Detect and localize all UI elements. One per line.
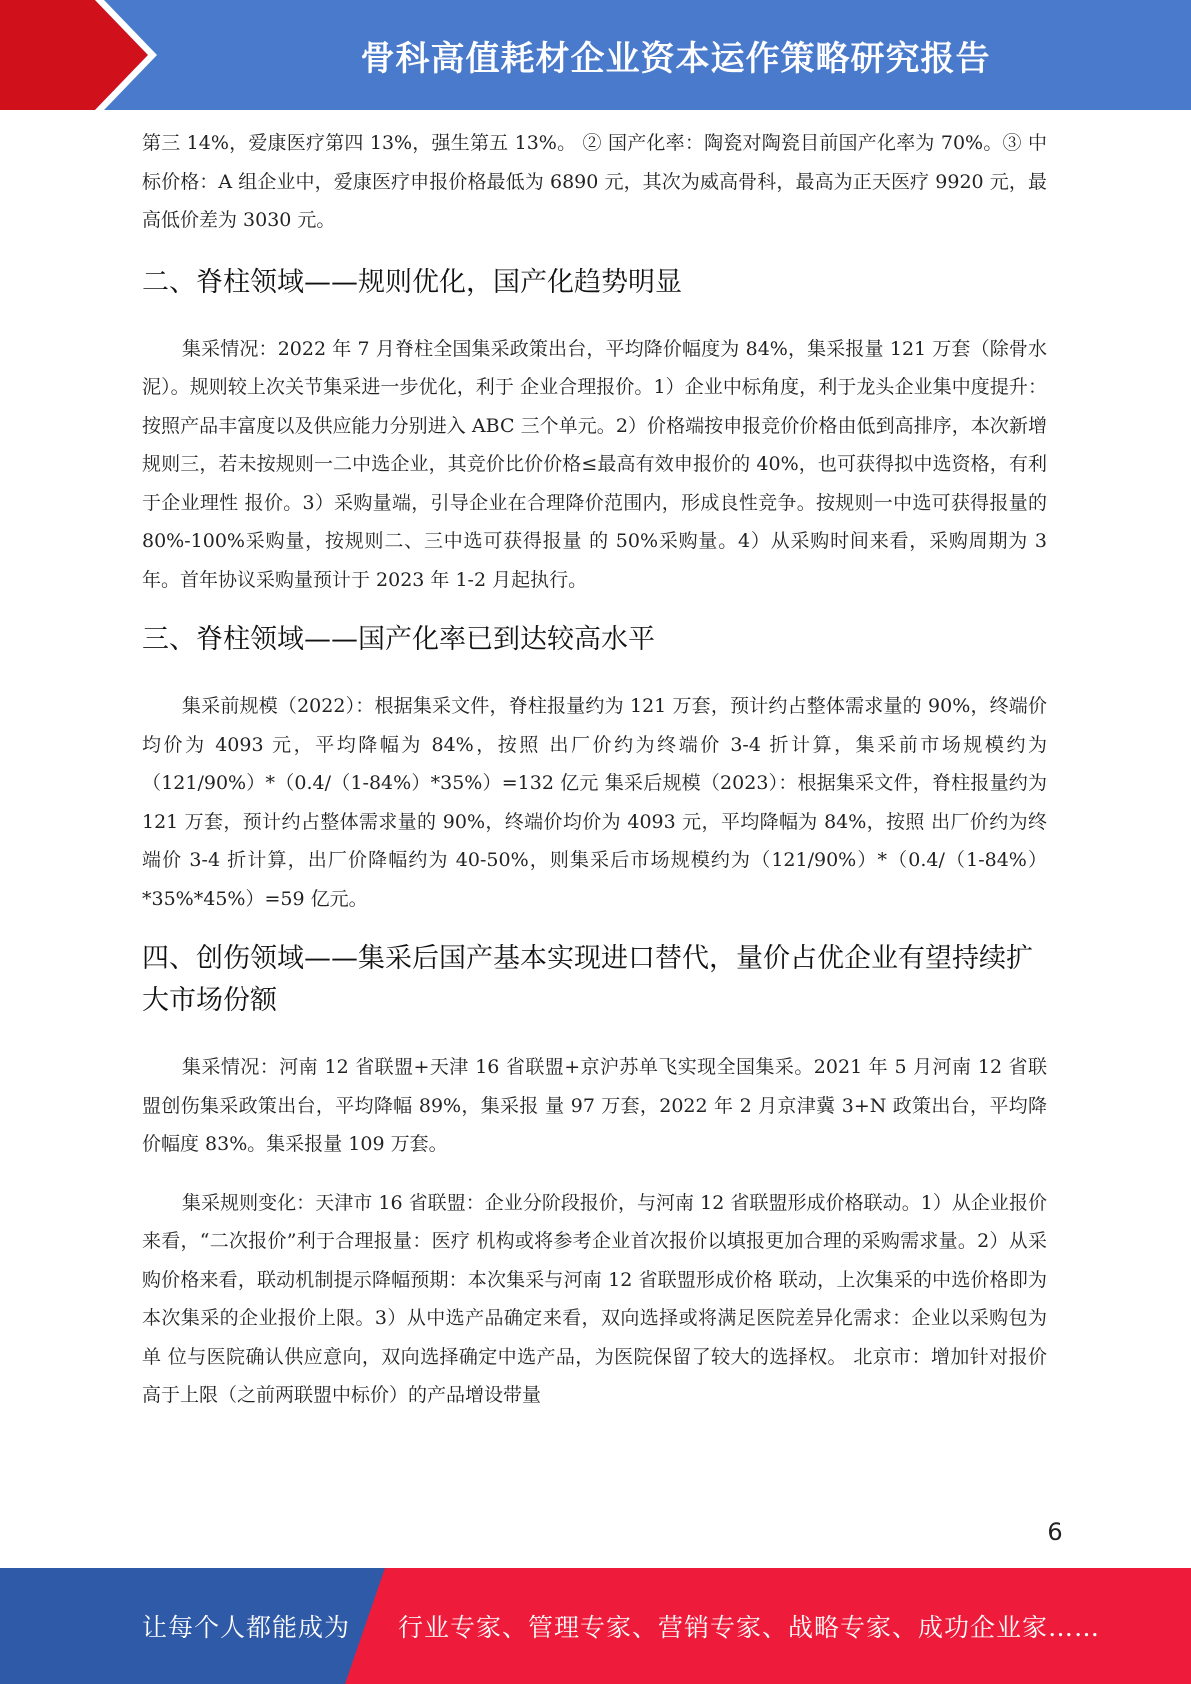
page-header (0, 0, 1191, 110)
report-title: 骨科高值耗材企业资本运作策略研究报告 (360, 38, 991, 79)
footer-slogan-right: 行业专家、管理专家、营销专家、战略专家、成功企业家…… (398, 1613, 1101, 1642)
footer-slogan-left: 让每个人都能成为 (142, 1613, 351, 1642)
page-footer (0, 1568, 1191, 1684)
intro-paragraph: 第三 14%，爱康医疗第四 13%，强生第五 13%。 ② 国产化率：陶瓷对陶瓷目前国产化率为 70%。③ 中标价格：A 组企业中，爱康医疗申报价格最低为 6890 元，其次为威高骨科，最高为正天医疗 9920 元，最高低价差为 3030 元。 (142, 132, 1047, 231)
section-paragraph-trauma-overview: 集采情况：河南 12 省联盟+天津 16 省联盟+京沪苏单飞实现全国集采。2021 年 5 月河南 12 省联盟创伤集采政策出台，平均降幅 89%，集采报 量 97 万套，2022 年 2 月京津冀 3+N 政策出台，平均降价幅度 83%。集采报量 109 万套。 (142, 1056, 1047, 1155)
section-heading-spine-rules: 二、脊柱领域——规则优化，国产化趋势明显 (142, 266, 682, 298)
section-heading-trauma: 四、创伤领域——集采后国产基本实现进口替代，量价占优企业有望持续扩大市场份额 (142, 943, 1033, 1016)
section-paragraph-spine-rules: 集采情况：2022 年 7 月脊柱全国集采政策出台，平均降价幅度为 84%，集采报量 121 万套（除骨水泥）。规则较上次关节集采进一步优化，利于 企业合理报价。1）企业中标角度，利于龙头企业集中度提升：按照产品丰富度以及供应能力分别进入 ABC 三个单元。2）价格端按申报竞价价格由低到高排序，本次新增规则三，若未按规则一二中选企业，其竞价比价价格≤最高有效申报价的 40%，也可获得拟中选资格，有利于企业理性 报价。3）采购量端，引导企业在合理降价范围内，形成良性竞争。按规则一中选可获得报量的 80%-100%采购量，按规则二、三中选可获得报量 的 50%采购量。4）从采购时间来看，采购周期为 3 年。首年协议采购量预计于 2023 年 1-2 月起执行。 (142, 337, 1047, 591)
document-body (142, 124, 1047, 1415)
page-number: 6 (1047, 1518, 1063, 1546)
section-paragraph-spine-localization: 集采前规模（2022）：根据集采文件，脊柱报量约为 121 万套，预计约占整体需求量的 90%，终端价均价为 4093 元，平均降幅为 84%，按照 出厂价约为终端价 3-4 折计算，集采前市场规模约为（121/90%）*（0.4/（1-84%）*35%）=132 亿元 集采后规模（2023）：根据集采文件，脊柱报量约为 121 万套，预计约占整体需求量的 90%，终端价均价为 4093 元，平均降幅为 84%，按照 出厂价约为终端价 3-4 折计算，出厂价降幅约为 40-50%，则集采后市场规模约为（121/90%）*（0.4/（1-84%）*35%*45%）=59 亿元。 (142, 695, 1047, 910)
section-paragraph-trauma-rules: 集采规则变化：天津市 16 省联盟：企业分阶段报价，与河南 12 省联盟形成价格联动。1）从企业报价来看，“二次报价”利于合理报量：医疗 机构或将参考企业首次报价以填报更加合理的采购需求量。2）从采购价格来看，联动机制提示降幅预期：本次集采与河南 12 省联盟形成价格 联动，上次集采的中选价格即为本次集采的企业报价上限。3）从中选产品确定来看，双向选择或将满足医院差异化需求：企业以采购包为单 位与医院确认供应意向，双向选择确定中选产品，为医院保留了较大的选择权。 北京市：增加针对报价高于上限（之前两联盟中标价）的产品增设带量 (142, 1191, 1047, 1406)
section-heading-spine-localization: 三、脊柱领域——国产化率已到达较高水平 (142, 624, 655, 655)
